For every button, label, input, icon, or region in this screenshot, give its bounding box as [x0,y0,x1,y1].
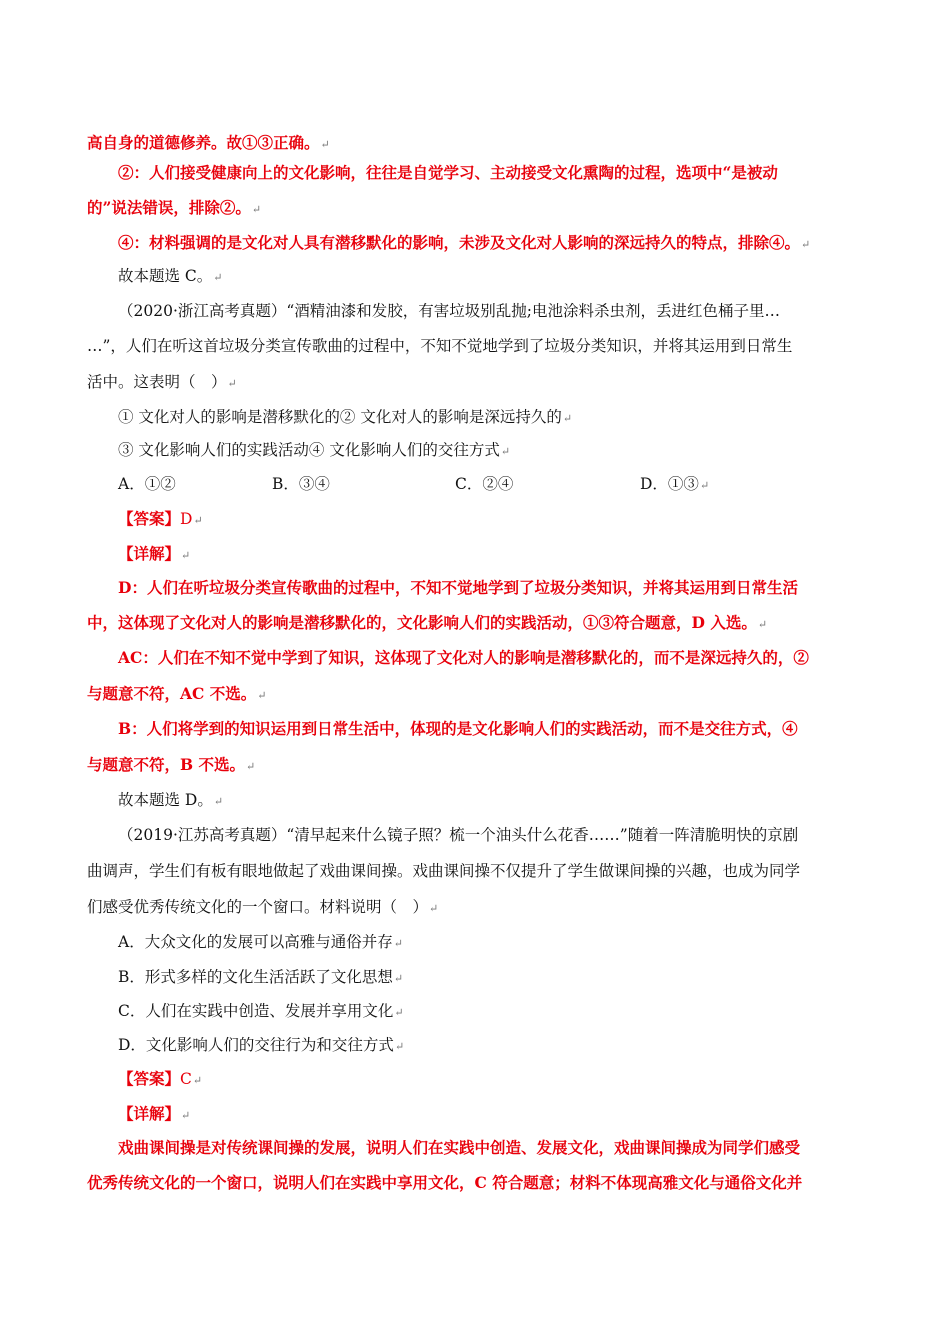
explanation-line: 戏曲课间操是对传统课间操的发展，说明人们在实践中创造、发展文化，戏曲课间操成为同学们感受 [118,1138,801,1157]
explanation-line: ②：人们接受健康向上的文化影响，往往是自觉学习、主动接受文化熏陶的过程，选项中“是被动 [118,163,778,182]
detail-label-line [118,544,898,566]
explanation-line: AC：人们在不知不觉中学到了知识，这体现了文化对人的影响是潜移默化的，而不是深远持久的，② [118,648,809,667]
paragraph-mark-icon: ↵ [193,514,203,527]
paragraph-mark-icon: ↵ [213,795,224,808]
option-a: A．①② [118,475,176,493]
detail-label-line [118,1104,898,1126]
paragraph-mark-icon: ↵ [699,479,710,492]
paragraph-mark-icon: ↵ [394,1006,404,1019]
answer-value: C [180,1070,192,1088]
paragraph-mark-icon: ↵ [757,618,768,631]
paragraph-mark-icon: ↵ [393,972,404,985]
explanation-line: 优秀传统文化的一个窗口，说明人们在实践中享用文化，C 符合题意；材料不体现高雅文化与通俗文化并 [87,1173,803,1192]
option-d: D．文化影响人们的交往行为和交往方式↵ [118,1036,405,1054]
conclusion-line: 故本题选 C。↵ [118,267,223,285]
explanation-line: D：人们在听垃圾分类宣传歌曲的过程中，不知不觉地学到了垃圾分类知识，并将其运用到日常生活 [118,578,798,597]
question-stem: …”，人们在听这首垃圾分类宣传歌曲的过程中，不知不觉地学到了垃圾分类知识，并将其运用到日常生 [87,337,793,355]
option-d: D．①③↵ [640,475,710,493]
paragraph-mark-icon: ↵ [500,445,511,458]
paragraph-mark-icon: ↵ [251,203,262,216]
explanation-line: 高自身的道德修养。故①③正确。↵ [87,133,330,152]
question-stem: 曲调声，学生们有板有眼地做起了戏曲课间操。戏曲课间操不仅提升了学生做课间操的兴趣，也成为同学 [87,862,801,880]
option-b: B．③④ [272,475,330,493]
paragraph-mark-icon: ↵ [246,760,256,773]
conclusion-line: 故本题选 D。↵ [118,791,224,809]
answer-label: 【答案】 [118,1069,181,1088]
paragraph-mark-icon: ↵ [429,902,439,915]
explanation-line: 的”说法错误，排除②。↵ [87,198,262,217]
detail-label: 【详解】 [118,1104,181,1123]
answer-line [118,1069,898,1091]
paragraph-mark-icon: ↵ [394,1040,405,1053]
paragraph-mark-icon: ↵ [181,549,191,562]
option-b: B．形式多样的文化生活活跃了文化思想↵ [118,968,404,986]
explanation-line: 与题意不符，B 不选。↵ [87,755,256,774]
statement-line: ① 文化对人的影响是潜移默化的② 文化对人的影响是深远持久的↵ [118,408,573,426]
question-stem: 们感受优秀传统文化的一个窗口。材料说明（ ）↵ [87,898,439,916]
question-stem: （2020·浙江高考真题）“酒精油漆和发胶，有害垃圾别乱抛;电池涂料杀虫剂，丢进红色桶子里… [118,302,781,320]
paragraph-mark-icon: ↵ [801,238,811,251]
explanation-line: ④：材料强调的是文化对人具有潜移默化的影响，未涉及文化对人影响的深远持久的特点，排除④。↵ [118,233,811,252]
answer-line [118,509,898,531]
answer-label: 【答案】 [118,509,181,528]
question-stem: 活中。这表明（ ）↵ [87,373,237,391]
paragraph-mark-icon: ↵ [213,271,223,284]
statement-line: ③ 文化影响人们的实践活动④ 文化影响人们的交往方式↵ [118,441,511,459]
answer-value: D [180,510,193,528]
paragraph-mark-icon: ↵ [562,412,573,425]
question-stem: （2019·江苏高考真题）“清早起来什么镜子照？梳一个油头什么花香……”随着一阵清脆明快的京剧 [118,826,799,844]
option-c: C．②④ [455,475,514,493]
explanation-line: 中，这体现了文化对人的影响是潜移默化的，文化影响人们的实践活动，①③符合题意，D 入选。↵ [87,613,768,632]
explanation-line: 与题意不符，AC 不选。↵ [87,684,267,703]
paragraph-mark-icon: ↵ [257,689,267,702]
paragraph-mark-icon: ↵ [320,138,330,151]
option-c: C．人们在实践中创造、发展并享用文化↵ [118,1002,404,1020]
option-a: A．大众文化的发展可以高雅与通俗并存↵ [118,933,403,951]
paragraph-mark-icon: ↵ [181,1109,191,1122]
paragraph-mark-icon: ↵ [227,377,237,390]
detail-label: 【详解】 [118,544,181,563]
paragraph-mark-icon: ↵ [393,937,403,950]
paragraph-mark-icon: ↵ [192,1074,203,1087]
explanation-line: B：人们将学到的知识运用到日常生活中，体现的是文化影响人们的实践活动，而不是交往方式，④ [118,719,798,738]
